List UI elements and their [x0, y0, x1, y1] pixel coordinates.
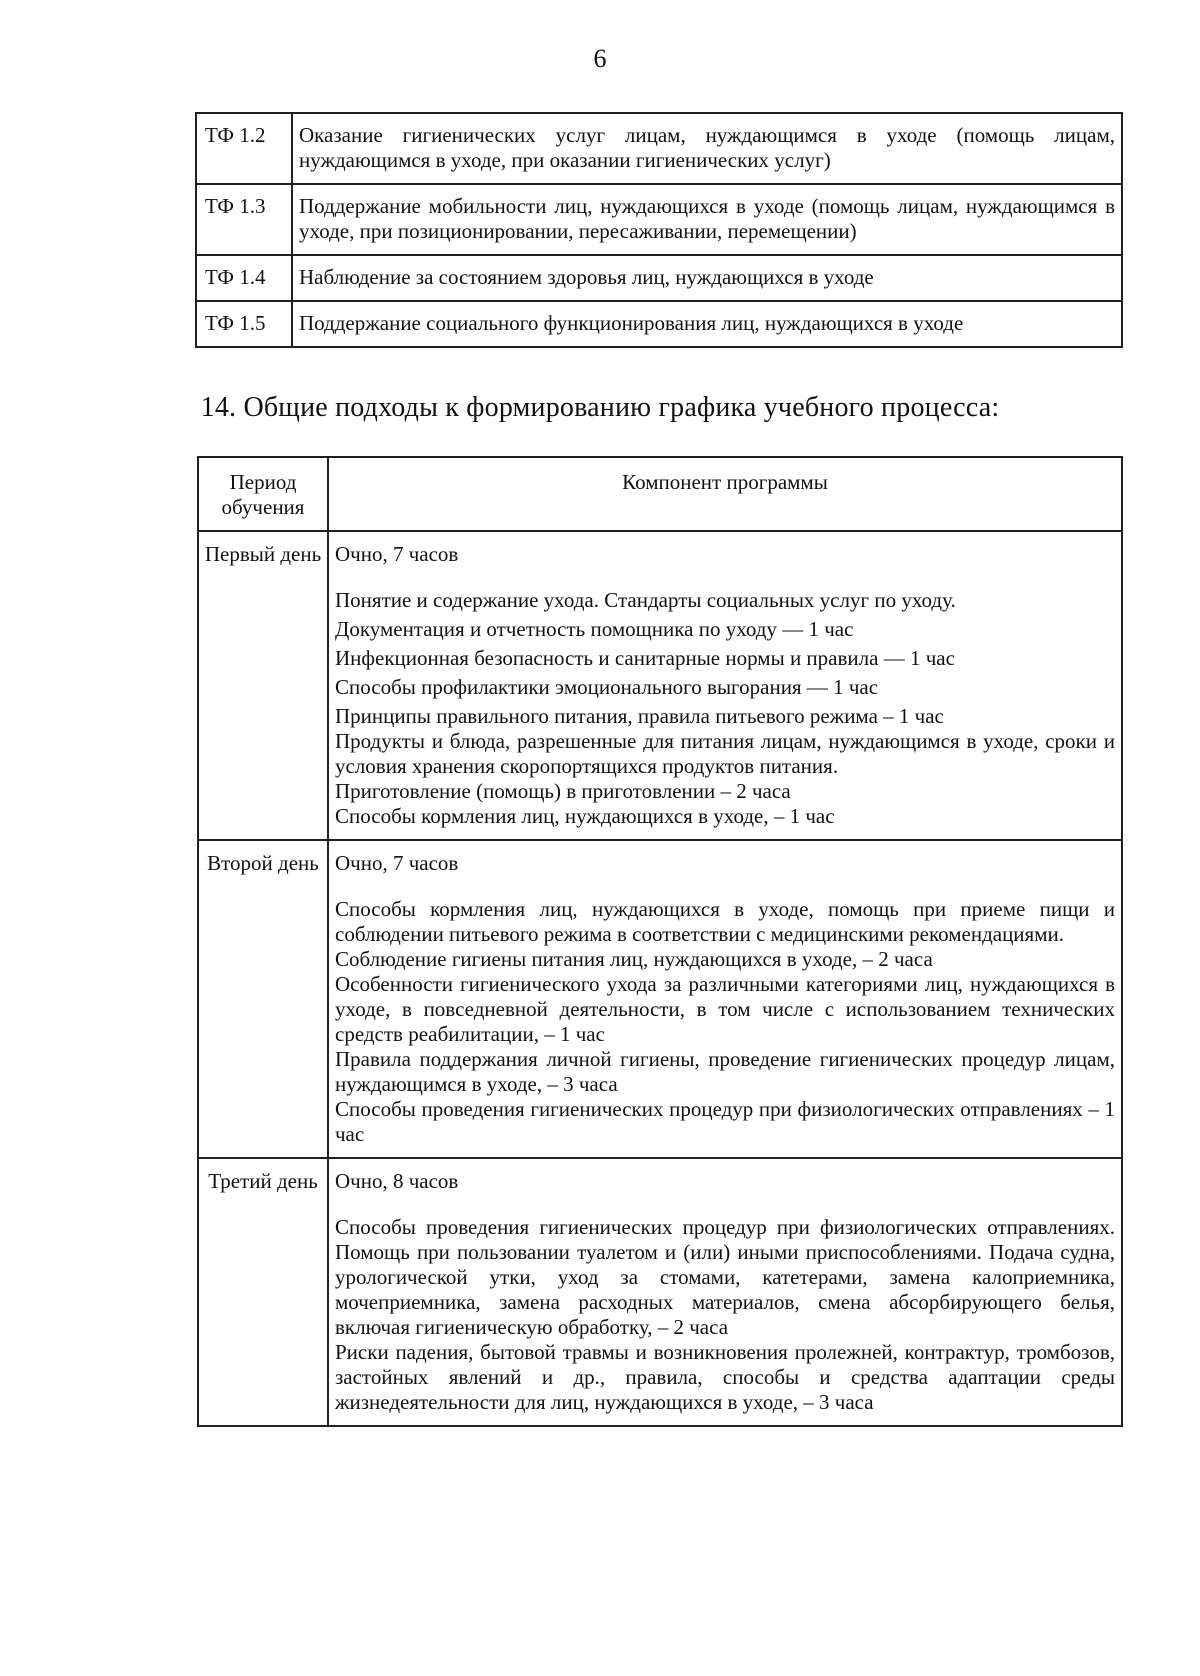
topic: Продукты и блюда, разрешенные для питания лицам, нуждающимся в уходе, сроки и условия хранения скоропортящихся продуктов питания. — [335, 729, 1115, 778]
study-mode: Очно, 7 часов — [335, 542, 459, 566]
topic: Способы кормления лиц, нуждающихся в уходе, помощь при приеме пищи и соблюдении питьевого режима в соответствии с медицинскими рекомендациями. — [335, 897, 1115, 946]
function-description: Поддержание социального функционирования лиц, нуждающихся в уходе — [292, 301, 1122, 347]
component-cell — [328, 840, 1122, 1158]
topic: Особенности гигиенического ухода за различными категориями лиц, нуждающихся в уходе, в повседневной деятельности, в том числе с использованием технических средств реабилитации, – 1 час — [335, 972, 1115, 1046]
table-header-row — [198, 457, 1122, 531]
labor-functions-table — [195, 112, 1123, 348]
table-row — [196, 113, 1122, 184]
topic: Способы кормления лиц, нуждающихся в уходе, – 1 час — [335, 804, 835, 828]
table-row — [198, 840, 1122, 1158]
header-period: Период обучения — [198, 457, 328, 531]
function-description: Наблюдение за состоянием здоровья лиц, нуждающихся в уходе — [292, 255, 1122, 301]
topic: Соблюдение гигиены питания лиц, нуждающихся в уходе, – 2 часа — [335, 947, 933, 971]
function-description: Оказание гигиенических услуг лицам, нуждающимся в уходе (помощь лицам, нуждающимся в уходе, при оказании гигиенических услуг) — [292, 113, 1122, 184]
component-cell — [328, 1158, 1122, 1426]
table-row — [196, 184, 1122, 255]
function-code: ТФ 1.3 — [196, 184, 292, 255]
function-code: ТФ 1.4 — [196, 255, 292, 301]
period-cell: Второй день — [198, 840, 328, 1158]
topic: Риски падения, бытовой травмы и возникновения пролежней, контрактур, тромбозов, застойных явлений и др., правила, способы и средства адаптации среды жизнедеятельности для лиц, нуждающихся в уходе, – 3 часа — [335, 1340, 1115, 1414]
header-component: Компонент программы — [328, 457, 1122, 531]
period-cell: Третий день — [198, 1158, 328, 1426]
component-cell — [328, 531, 1122, 840]
study-mode: Очно, 8 часов — [335, 1169, 459, 1193]
topic: Способы профилактики эмоционального выгорания — 1 час — [335, 675, 879, 699]
topic: Документация и отчетность помощника по уходу — 1 час — [335, 617, 854, 641]
function-description: Поддержание мобильности лиц, нуждающихся в уходе (помощь лицам, нуждающимся в уходе, при позиционировании, пересаживании, перемещении) — [292, 184, 1122, 255]
section-title: 14. Общие подходы к формированию графика учебного процесса: — [200, 392, 1000, 423]
page-number: 6 — [593, 44, 607, 73]
table-row — [198, 531, 1122, 840]
topic: Инфекционная безопасность и санитарные нормы и правила — 1 час — [335, 646, 955, 670]
table-row — [196, 301, 1122, 347]
topic: Понятие и содержание ухода. Стандарты социальных услуг по уходу. — [335, 588, 956, 612]
topic: Правила поддержания личной гигиены, проведение гигиенических процедур лицам, нуждающимся в уходе, – 3 часа — [335, 1047, 1115, 1096]
topic: Способы проведения гигиенических процедур при физиологических отправлениях. Помощь при пользовании туалетом и (или) иными приспособлениями. Подача судна, урологической утки, уход за стомами, катетерами, замена калоприемника, мочеприемника, замена расходных материалов, смена абсорбирующего белья, включая гигиеническую обработку, – 2 часа — [335, 1215, 1115, 1339]
topic: Способы проведения гигиенических процедур при физиологических отправлениях – 1 час — [335, 1097, 1115, 1146]
function-code: ТФ 1.5 — [196, 301, 292, 347]
topic: Принципы правильного питания, правила питьевого режима – 1 час — [335, 704, 944, 728]
topic: Приготовление (помощь) в приготовлении – 2 часа — [335, 779, 791, 803]
table-row — [198, 1158, 1122, 1426]
period-cell: Первый день — [198, 531, 328, 840]
table-row — [196, 255, 1122, 301]
schedule-table — [197, 456, 1123, 1427]
function-code: ТФ 1.2 — [196, 113, 292, 184]
study-mode: Очно, 7 часов — [335, 851, 459, 875]
